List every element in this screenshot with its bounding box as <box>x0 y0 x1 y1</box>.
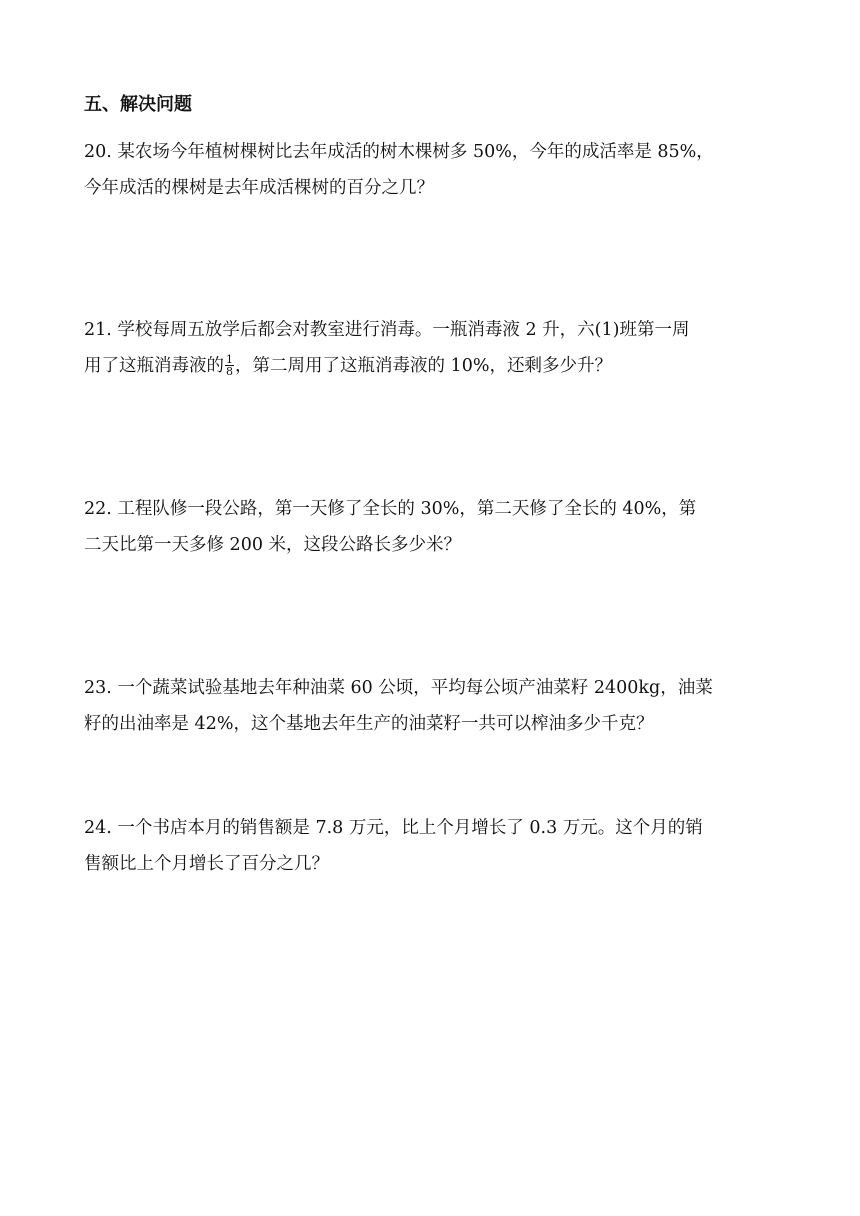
problem-23 <box>84 670 784 742</box>
problem-line: 20. 某农场今年植树棵树比去年成活的树木棵树多 50%，今年的成活率是 85%， <box>84 142 714 162</box>
fraction-denominator: 8 <box>226 365 233 378</box>
problem-line: 23. 一个蔬菜试验基地去年种油菜 60 公顷，平均每公顷产油菜籽 2400kg，油菜 <box>84 678 713 698</box>
problem-text: ，第二周用了这瓶消毒液的 10%，还剩多少升？ <box>235 356 612 376</box>
problem-text: 用了这瓶消毒液的 <box>84 356 224 376</box>
problem-20 <box>84 134 784 206</box>
problem-line: 售额比上个月增长了百分之几？ <box>84 854 329 874</box>
problem-21 <box>84 312 784 384</box>
problem-line: 24. 一个书店本月的销售额是 7.8 万元，比上个月增长了 0.3 万元。这个月的销 <box>84 818 703 838</box>
problem-line: 二天比第一天多修 200 米，这段公路长多少米？ <box>84 535 462 555</box>
section-title: 五、解决问题 <box>84 94 192 115</box>
problem-line-with-fraction <box>84 348 784 384</box>
problem-line: 今年成活的棵树是去年成活棵树的百分之几？ <box>84 178 434 198</box>
problem-line: 21. 学校每周五放学后都会对教室进行消毒。一瓶消毒液 2 升，六(1)班第一周 <box>84 320 690 340</box>
problem-line: 籽的出油率是 42%，这个基地去年生产的油菜籽一共可以榨油多少千克？ <box>84 714 654 734</box>
problem-22 <box>84 491 784 563</box>
problem-line: 22. 工程队修一段公路，第一天修了全长的 30%，第二天修了全长的 40%，第 <box>84 499 697 519</box>
fraction-numerator: 1 <box>226 353 233 366</box>
problem-24 <box>84 810 784 882</box>
fraction <box>225 354 234 377</box>
